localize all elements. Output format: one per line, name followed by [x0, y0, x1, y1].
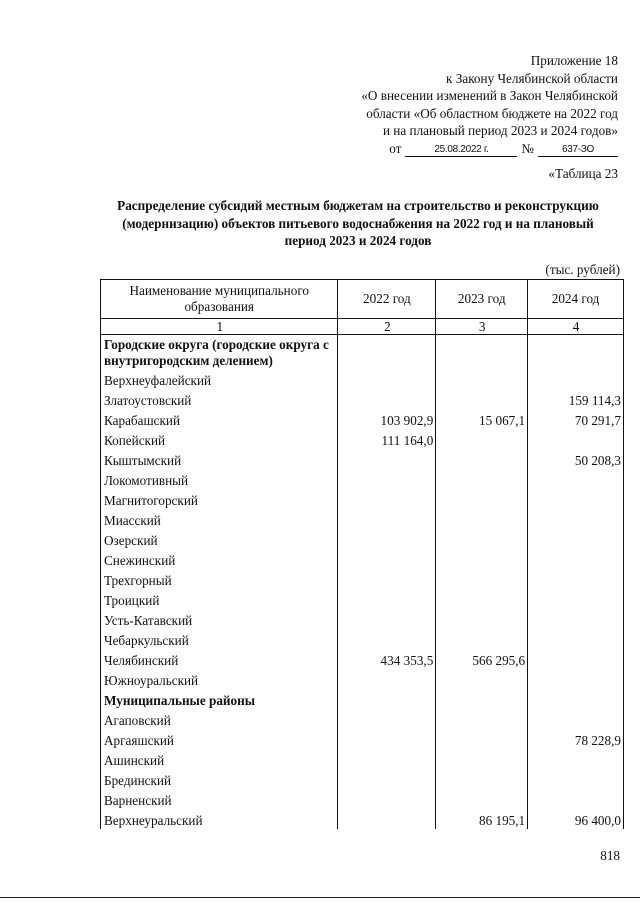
municipality-name: Карабашский [101, 409, 338, 429]
table-row [101, 789, 624, 809]
amount-cell [436, 529, 528, 549]
table-row [101, 709, 624, 729]
amount-cell [338, 569, 436, 589]
municipality-name: Верхнеуфалейский [101, 369, 338, 389]
table-row [101, 589, 624, 609]
column-index: 1 [101, 319, 338, 335]
table-header-row [101, 280, 624, 319]
amount-cell [528, 489, 624, 509]
amount-cell [436, 789, 528, 809]
law-date-number-line [298, 140, 618, 158]
amount-cell [528, 609, 624, 629]
amount-cell [528, 749, 624, 769]
table-row [101, 369, 624, 389]
municipality-name: Варненский [101, 789, 338, 809]
number-label: № [521, 140, 534, 156]
amount-cell [338, 449, 436, 469]
table-row [101, 549, 624, 569]
column-header: 2022 год [338, 280, 436, 319]
amount-cell [436, 729, 528, 749]
amount-cell [436, 589, 528, 609]
appendix-line: к Закону Челябинской области [446, 70, 618, 86]
table-body [101, 319, 624, 830]
amount-cell: 96 400,0 [528, 809, 624, 829]
appendix-line: и на плановый период 2023 и 2024 годов» [382, 123, 618, 138]
amount-cell [338, 609, 436, 629]
amount-cell [436, 429, 528, 449]
column-index: 2 [338, 319, 436, 335]
amount-cell: 50 208,3 [528, 449, 624, 469]
municipality-name: Магнитогорский [101, 489, 338, 509]
amount-cell [338, 789, 436, 809]
municipality-name: Локомотивный [101, 469, 338, 489]
column-header: 2023 год [436, 280, 528, 319]
amount-cell: 78 228,9 [528, 729, 624, 749]
amount-cell [338, 629, 436, 649]
column-index: 4 [528, 319, 624, 335]
amount-cell: 159 114,3 [528, 389, 624, 409]
table-row [101, 809, 624, 829]
amount-cell [436, 669, 528, 689]
amount-cell [436, 549, 528, 569]
table-row [101, 769, 624, 789]
column-index-row [101, 319, 624, 335]
amount-cell [338, 469, 436, 489]
amount-cell [436, 749, 528, 769]
section-row [101, 689, 624, 709]
amount-cell [338, 549, 436, 569]
municipality-name: Агаповский [101, 709, 338, 729]
table-row [101, 649, 624, 669]
appendix-line: «О внесении изменений в Закон Челябинской [361, 88, 618, 103]
subsidy-table [100, 279, 624, 829]
municipality-name: Копейский [101, 429, 338, 449]
municipality-name: Верхнеуральский [101, 809, 338, 829]
amount-cell: 111 164,0 [338, 429, 436, 449]
amount-cell [436, 469, 528, 489]
units-label: (тыс. рублей) [545, 262, 620, 277]
table-row [101, 609, 624, 629]
appendix-header [298, 52, 618, 157]
amount-cell: 70 291,7 [528, 409, 624, 429]
amount-cell [338, 729, 436, 749]
table-row [101, 669, 624, 689]
amount-cell [338, 489, 436, 509]
municipality-name: Троицкий [101, 589, 338, 609]
municipality-name: Брединский [101, 769, 338, 789]
amount-cell: 103 902,9 [338, 409, 436, 429]
amount-cell [436, 569, 528, 589]
section-title: Муниципальные районы [101, 689, 338, 709]
municipality-name: Челябинский [101, 649, 338, 669]
municipality-name: Кыштымский [101, 449, 338, 469]
column-header: 2024 год [528, 280, 624, 319]
amount-cell [528, 789, 624, 809]
law-date: 25.08.2022 г. [405, 144, 517, 157]
column-header: Наименование муниципального образования [101, 280, 338, 319]
amount-cell [436, 509, 528, 529]
amount-cell [436, 369, 528, 389]
section-title: Городские округа (городские округа с внутригородским делением) [101, 335, 338, 370]
table-row [101, 429, 624, 449]
page-number: 818 [600, 848, 620, 863]
appendix-line: области «Об областном бюджете на 2022 год [366, 105, 618, 121]
amount-cell [436, 609, 528, 629]
empty-cell [436, 689, 528, 709]
empty-cell [528, 689, 624, 709]
amount-cell: 15 067,1 [436, 409, 528, 429]
amount-cell [338, 749, 436, 769]
table-row [101, 629, 624, 649]
amount-cell [338, 589, 436, 609]
amount-cell [528, 669, 624, 689]
amount-cell [528, 429, 624, 449]
amount-cell [436, 449, 528, 469]
table-row [101, 389, 624, 409]
amount-cell [338, 529, 436, 549]
municipality-name: Усть-Катавский [101, 609, 338, 629]
amount-cell [528, 769, 624, 789]
table-row [101, 569, 624, 589]
bottom-rule [0, 897, 640, 898]
empty-cell [528, 335, 624, 370]
municipality-name: Южноуральский [101, 669, 338, 689]
amount-cell: 566 295,6 [436, 649, 528, 669]
municipality-name: Миасский [101, 509, 338, 529]
municipality-name: Аргаяшский [101, 729, 338, 749]
amount-cell [436, 629, 528, 649]
empty-cell [338, 335, 436, 370]
table-row [101, 489, 624, 509]
amount-cell [528, 589, 624, 609]
amount-cell [338, 389, 436, 409]
table-row [101, 529, 624, 549]
amount-cell [338, 709, 436, 729]
column-index: 3 [436, 319, 528, 335]
amount-cell [528, 709, 624, 729]
amount-cell [528, 629, 624, 649]
municipality-name: Златоустовский [101, 389, 338, 409]
amount-cell: 86 195,1 [436, 809, 528, 829]
municipality-name: Чебаркульский [101, 629, 338, 649]
municipality-name: Ашинский [101, 749, 338, 769]
amount-cell [528, 509, 624, 529]
municipality-name: Снежинский [101, 549, 338, 569]
table-row [101, 509, 624, 529]
document-title: Распределение субсидий местным бюджетам на строительство и реконструкцию (модернизацию) объектов питьевого водоснабжения на 2022 год и на плановый период 2023 и 2024 годов [117, 198, 599, 248]
amount-cell [436, 709, 528, 729]
amount-cell [436, 769, 528, 789]
amount-cell [528, 369, 624, 389]
amount-cell [528, 649, 624, 669]
amount-cell [528, 469, 624, 489]
amount-cell [338, 809, 436, 829]
table-row [101, 449, 624, 469]
amount-cell [338, 769, 436, 789]
amount-cell [528, 549, 624, 569]
table-row [101, 409, 624, 429]
amount-cell: 434 353,5 [338, 649, 436, 669]
amount-cell [338, 509, 436, 529]
table-row [101, 469, 624, 489]
amount-cell [338, 669, 436, 689]
law-number: 637-ЗО [538, 144, 618, 157]
empty-cell [338, 689, 436, 709]
appendix-line: Приложение 18 [530, 53, 618, 68]
amount-cell [528, 569, 624, 589]
amount-cell [436, 489, 528, 509]
from-label: от [389, 140, 402, 156]
municipality-name: Озерский [101, 529, 338, 549]
table-row [101, 729, 624, 749]
amount-cell [338, 369, 436, 389]
municipality-name: Трехгорный [101, 569, 338, 589]
amount-cell [436, 389, 528, 409]
table-row [101, 749, 624, 769]
empty-cell [436, 335, 528, 370]
amount-cell [528, 529, 624, 549]
section-row [101, 335, 624, 370]
table-reference: «Таблица 23 [548, 166, 618, 181]
